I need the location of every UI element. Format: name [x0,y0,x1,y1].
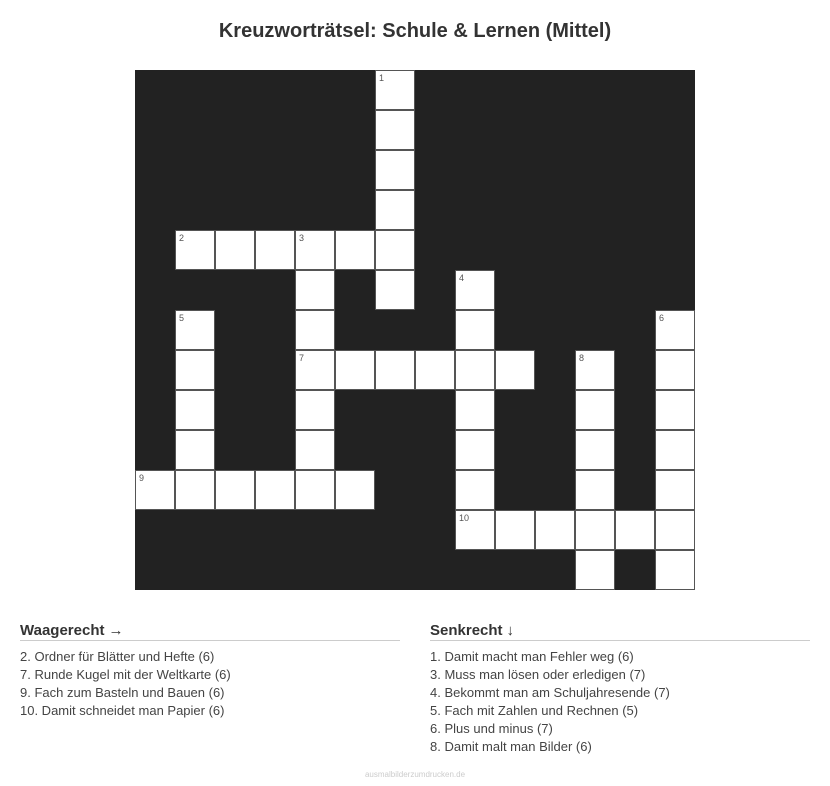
across-clues [20,622,400,720]
grid-cell[interactable] [295,430,335,470]
down-clue-list [430,648,810,756]
grid-cell[interactable] [575,510,615,550]
arrow-down-icon: ↓ [506,622,515,639]
grid-cell[interactable] [215,470,255,510]
clue-number: 2 [179,233,185,243]
grid-cell[interactable] [375,150,415,190]
grid-cell[interactable] [655,310,695,350]
grid-cell[interactable] [175,430,215,470]
grid-cell[interactable] [455,390,495,430]
grid-cell[interactable] [495,350,535,390]
grid-cell[interactable] [335,470,375,510]
grid-cell[interactable] [455,350,495,390]
clue-number: 8 [579,353,585,363]
grid-cell[interactable] [455,310,495,350]
grid-cell[interactable] [375,190,415,230]
down-clue: 1. Damit macht man Fehler weg (6) [430,649,634,664]
down-heading-label: Senkrecht [430,622,503,639]
grid-cell[interactable] [655,470,695,510]
footer-credit: ausmalbilderzumdrucken.de [364,770,466,779]
grid-cell[interactable] [655,430,695,470]
grid-cell[interactable] [175,310,215,350]
down-clue: 8. Damit malt man Bilder (6) [430,739,592,754]
across-clue: 2. Ordner für Blätter und Hefte (6) [20,649,215,664]
down-clue: 4. Bekommt man am Schuljahresende (7) [430,685,670,700]
grid-cell[interactable] [375,70,415,110]
grid-cell[interactable] [295,230,335,270]
grid-cell[interactable] [375,270,415,310]
clue-number: 6 [659,313,665,323]
clue-number: 9 [139,473,145,483]
grid-cell[interactable] [455,270,495,310]
grid-cell[interactable] [575,430,615,470]
clue-number: 5 [179,313,185,323]
grid-cell[interactable] [495,510,535,550]
grid-cell[interactable] [215,230,255,270]
across-heading-label: Waagerecht [20,622,105,639]
grid-cell[interactable] [175,390,215,430]
grid-cell[interactable] [655,550,695,590]
grid-cell[interactable] [175,350,215,390]
grid-cell[interactable] [535,510,575,550]
grid-cell[interactable] [135,470,175,510]
grid-cell[interactable] [655,350,695,390]
grid-cell[interactable] [415,350,455,390]
grid-cell[interactable] [655,390,695,430]
arrow-right-icon: → [108,622,124,639]
across-clue: 9. Fach zum Basteln und Bauen (6) [20,685,225,700]
clue-number: 10 [459,513,470,523]
grid-cell[interactable] [295,270,335,310]
across-clue: 10. Damit schneidet man Papier (6) [20,703,225,718]
grid-cell[interactable] [455,470,495,510]
across-clue-list [20,648,400,720]
grid-cell[interactable] [575,390,615,430]
grid-cell[interactable] [375,110,415,150]
grid-cell[interactable] [575,350,615,390]
down-clues [430,622,810,756]
grid-cell[interactable] [255,230,295,270]
grid-cell[interactable] [575,470,615,510]
clue-number: 7 [299,353,305,363]
grid-cell[interactable] [375,350,415,390]
grid-cell[interactable] [575,550,615,590]
grid-cell[interactable] [455,510,495,550]
grid-cell[interactable] [655,510,695,550]
grid-cell[interactable] [375,230,415,270]
grid-cell[interactable] [615,510,655,550]
crossword-grid [135,70,695,590]
down-clue: 6. Plus und minus (7) [430,721,553,736]
grid-cell[interactable] [295,390,335,430]
across-heading [20,622,400,641]
grid-cell[interactable] [295,350,335,390]
page-title: Kreuzworträtsel: Schule & Lernen (Mittel) [218,20,612,42]
down-clue: 3. Muss man lösen oder erledigen (7) [430,667,646,682]
clue-number: 4 [459,273,465,283]
clue-number: 1 [379,73,385,83]
clue-number: 3 [299,233,305,243]
grid-cell[interactable] [295,310,335,350]
grid-cell[interactable] [335,230,375,270]
down-clue: 5. Fach mit Zahlen und Rechnen (5) [430,703,639,718]
across-clue: 7. Runde Kugel mit der Weltkarte (6) [20,667,231,682]
down-heading [430,622,810,641]
grid-cell[interactable] [335,350,375,390]
grid-cell[interactable] [255,470,295,510]
grid-cell[interactable] [295,470,335,510]
grid-cell[interactable] [175,470,215,510]
grid-cell[interactable] [175,230,215,270]
grid-cell[interactable] [455,430,495,470]
